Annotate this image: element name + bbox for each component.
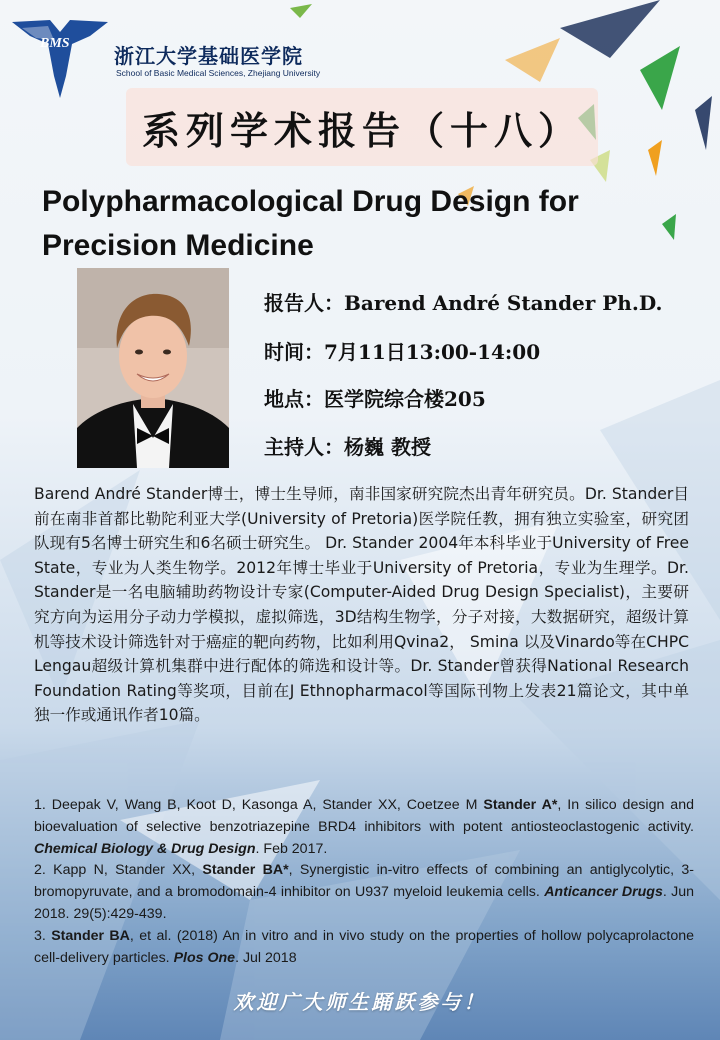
series-title: 系列学术报告（十八） <box>141 108 582 153</box>
reference-list <box>34 795 694 969</box>
location-line <box>264 383 486 412</box>
speaker-photo <box>77 268 229 468</box>
reference-author-highlight: Stander BA <box>51 927 130 944</box>
speaker-line <box>264 287 662 316</box>
closing-invitation: 欢迎广大师生踊跃参与！ <box>233 990 487 1014</box>
speaker-bio: Barend André Stander博士，博士生导师，南非国家研究院杰出青年研究员。Dr. Stander目前在南非首都比勒陀利亚大学(University of Pretoria)医学院任教，拥有独立实验室，研究团队现有5名博士研究生和6名硕士研究生。 Dr. Stander 2004年本科毕业于University of Free State，专业为人类生物学。2012年博士毕业于University of Pretoria，专业为生理学。Dr. Stander是一名电脑辅助药物设计专家(Computer-Aided Drug Design Specialist)，主要研究方向为运用分子动力学模拟，虚拟筛选，3D结构生物学，分子对接，大数据研究，超级计算机等技术设计筛选针对于癌症的靶向药物，比如利用Qvina2， Smina 以及Vinardo等在CHPC Lengau超级计算机集群中进行配体的筛选和设计等。Dr. Stander曾获得National Research Foundation Rating等奖项，目前在J Ethnopharmacol等国际刊物上发表21篇论文，其中单独一作或通讯作者10篇。 <box>34 485 689 725</box>
reference-journal: Chemical Biology & Drug Design <box>34 840 256 857</box>
time-label: 时间： <box>264 340 324 364</box>
host-label: 主持人： <box>264 435 344 459</box>
reference-item: 1. Deepak V, Wang B, Koot D, Kasonga A, Stander XX, Coetzee M Stander A*, In silico design and bioevaluation of selective benzotriazepine BRD4 inhibitors with potent antiosteoclastogenic activity. Chemical Biology & Drug Design. Feb 2017. <box>34 797 694 857</box>
time-line <box>264 336 540 365</box>
reference-journal: Anticancer Drugs <box>544 884 663 901</box>
reference-item: 2. Kapp N, Stander XX, Stander BA*, Synergistic in-vitro effects of combining an antiglycolytic, 3-bromopyruvate, and a bromodomain-4 inhibitor on U937 myeloid leukemia cells. Anticancer Drugs. Jun 2018. 29(5):429-439. <box>34 862 695 922</box>
reference-author-highlight: Stander A* <box>483 797 558 813</box>
location-value: 医学院综合楼205 <box>324 387 486 411</box>
school-name-cn: 浙江大学基础医学院 <box>114 44 303 68</box>
reference-journal: Plos One <box>173 949 236 966</box>
talk-title: Polypharmacological Drug Design for Precision Medicine <box>42 185 579 262</box>
bird-emblem-icon <box>10 14 110 100</box>
reference-author-highlight: Stander BA* <box>202 862 289 879</box>
reference-item: 3. Stander BA, et al. (2018) An in vitro and in vivo study on the properties of hollow polycaprolactone cell-delivery particles. Plos One. Jul 2018 <box>34 927 694 966</box>
time-value: 7月11日13:00-14:00 <box>324 340 541 364</box>
location-label: 地点： <box>264 387 324 411</box>
speaker-label: 报告人： <box>264 291 344 315</box>
host-line <box>264 431 431 460</box>
speaker-name: Barend André Stander Ph.D. <box>344 291 663 315</box>
school-name-en: School of Basic Medical Sciences, Zhejiang University <box>116 68 321 78</box>
logo-abbreviation: BMS <box>40 36 70 51</box>
host-value: 杨巍 教授 <box>344 435 431 459</box>
